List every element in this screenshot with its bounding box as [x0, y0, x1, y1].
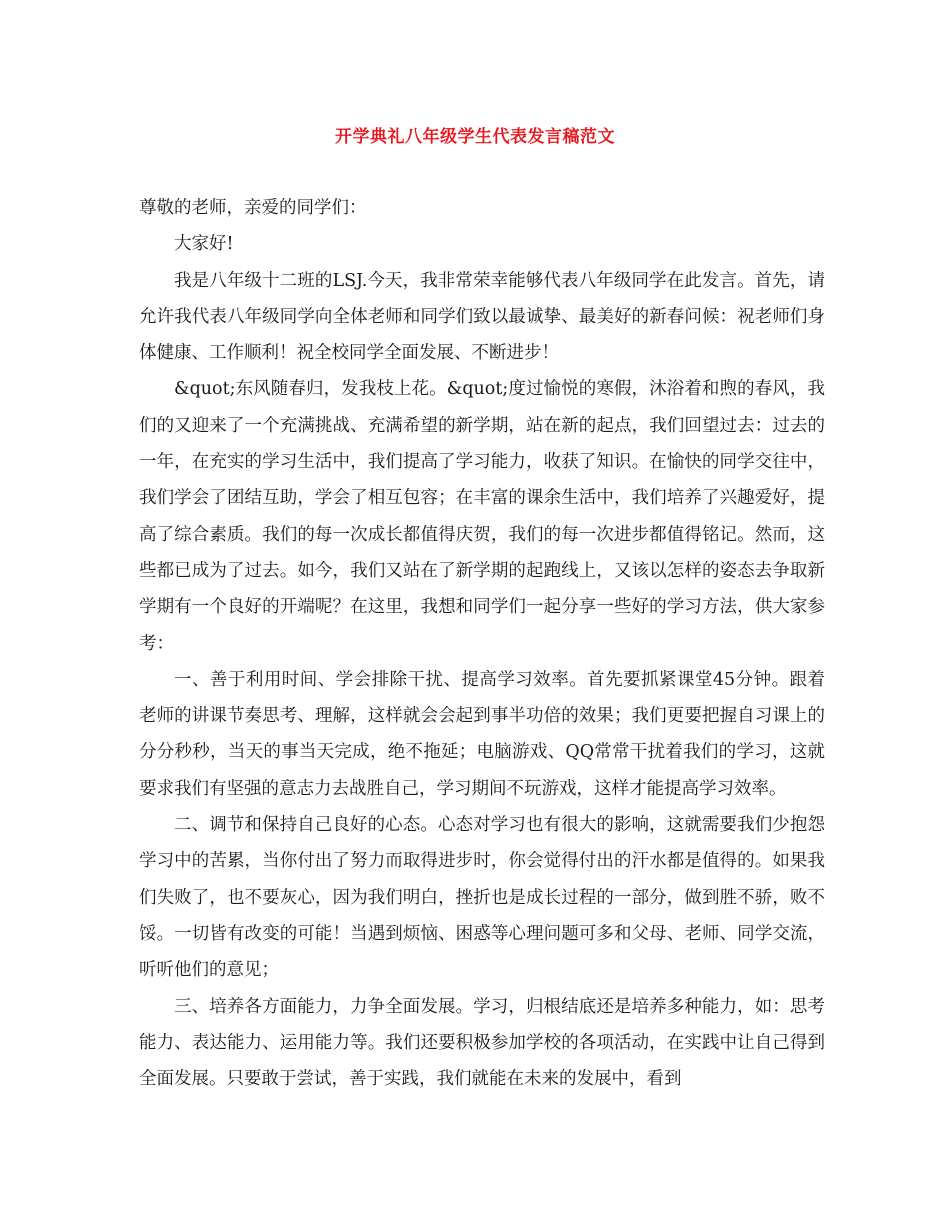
salutation: 尊敬的老师，亲爱的同学们： — [139, 198, 367, 218]
paragraph-point-two: 二、调节和保持自己良好的心态。心态对学习也有很大的影响，这就需要我们少抱怨学习中的苦累，当你付出了努力而取得进步时，你会觉得付出的汗水都是值得的。如果我们失败了，也不要灰心，因为我们明白，挫折也是成长过程的一部分，做到胜不骄，败不馁。一切皆有改变的可能！当遇到烦恼、困惑等心理问题可多和父母、老师、同学交流，听听他们的意见； — [139, 815, 825, 981]
paragraph-point-one: 一、善于利用时间、学会排除干扰、提高学习效率。首先要抓紧课堂45分钟。跟着老师的讲课节奏思考、理解，这样就会会起到事半功倍的效果；我们更要把握自习课上的分分秒秒，当天的事当天完成，绝不拖延；电脑游戏、QQ常常干扰着我们的学习，这就要求我们有坚强的意志力去战胜自己，学习期间不玩游戏，这样才能提高学习效率。 — [139, 669, 825, 799]
document-title: 开学典礼八年级学生代表发言稿范文 — [335, 127, 615, 147]
paragraph-review: &quot;东风随春归，发我枝上花。&quot;度过愉悦的寒假，沐浴着和煦的春风，我们的又迎来了一个充满挑战、充满希望的新学期，站在新的起点，我们回望过去：过去的一年，在充实的学习生活中，我们提高了学习能力，收获了知识。在愉快的同学交往中，我们学会了团结互助，学会了相互包容；在丰富的课余生活中，我们培养了兴趣爱好，提高了综合素质。我们的每一次成长都值得庆贺，我们的每一次进步都值得铭记。然而，这些都已成为了过去。如今，我们又站在了新学期的起跑线上，又该以怎样的姿态去争取新学期有一个良好的开端呢？在这里，我想和同学们一起分享一些好的学习方法，供大家参考： — [139, 379, 825, 654]
document-body — [139, 190, 825, 1097]
paragraph-point-three: 三、培养各方面能力，力争全面发展。学习，归根结底还是培养多种能力，如：思考能力、表达能力、运用能力等。我们还要积极参加学校的各项活动，在实践中让自己得到全面发展。只要敢于尝试，善于实践，我们就能在未来的发展中，看到 — [139, 996, 825, 1090]
greeting: 大家好! — [174, 234, 234, 255]
paragraph-intro: 我是八年级十二班的LSJ.今天，我非常荣幸能够代表八年级同学在此发言。首先，请允许我代表八年级同学向全体老师和同学们致以最诚挚、最美好的新春问候：祝老师们身体健康、工作顺利！祝全校同学全面发展、不断进步！ — [139, 270, 825, 364]
